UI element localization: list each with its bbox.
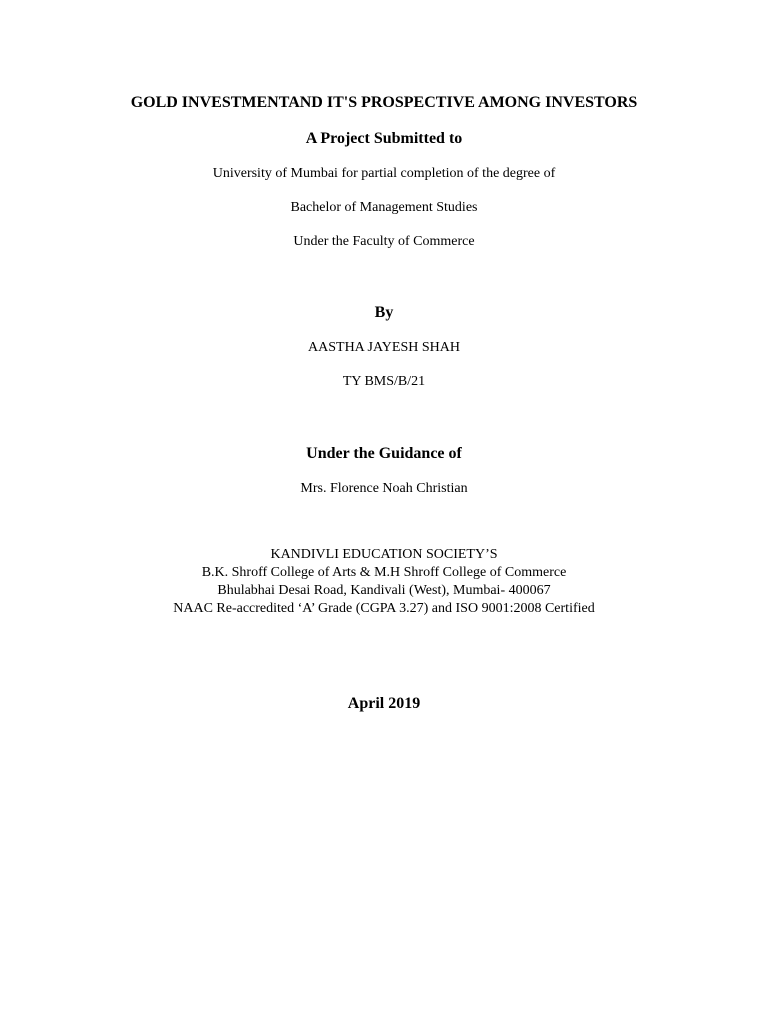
- society-name: KANDIVLI EDUCATION SOCIETY’S: [270, 547, 498, 562]
- college-address: Bhulabhai Desai Road, Kandivali (West), Mumbai- 400067: [217, 583, 551, 598]
- document-title: GOLD INVESTMENTAND IT'S PROSPECTIVE AMONG INVESTORS: [130, 94, 638, 111]
- student-id: TY BMS/B/21: [342, 374, 426, 389]
- submitted-heading: A Project Submitted to: [305, 130, 463, 147]
- university-line: University of Mumbai for partial completion of the degree of: [212, 166, 556, 181]
- submission-date: April 2019: [347, 695, 421, 712]
- student-name: AASTHA JAYESH SHAH: [308, 340, 460, 355]
- guidance-heading: Under the Guidance of: [306, 445, 462, 462]
- faculty-line: Under the Faculty of Commerce: [293, 234, 475, 249]
- by-heading: By: [374, 304, 394, 321]
- college-name: B.K. Shroff College of Arts & M.H Shroff College of Commerce: [201, 565, 567, 580]
- guide-name: Mrs. Florence Noah Christian: [300, 481, 468, 496]
- accreditation-line: NAAC Re-accredited ‘A’ Grade (CGPA 3.27) and ISO 9001:2008 Certified: [173, 601, 595, 616]
- degree-line: Bachelor of Management Studies: [290, 200, 478, 215]
